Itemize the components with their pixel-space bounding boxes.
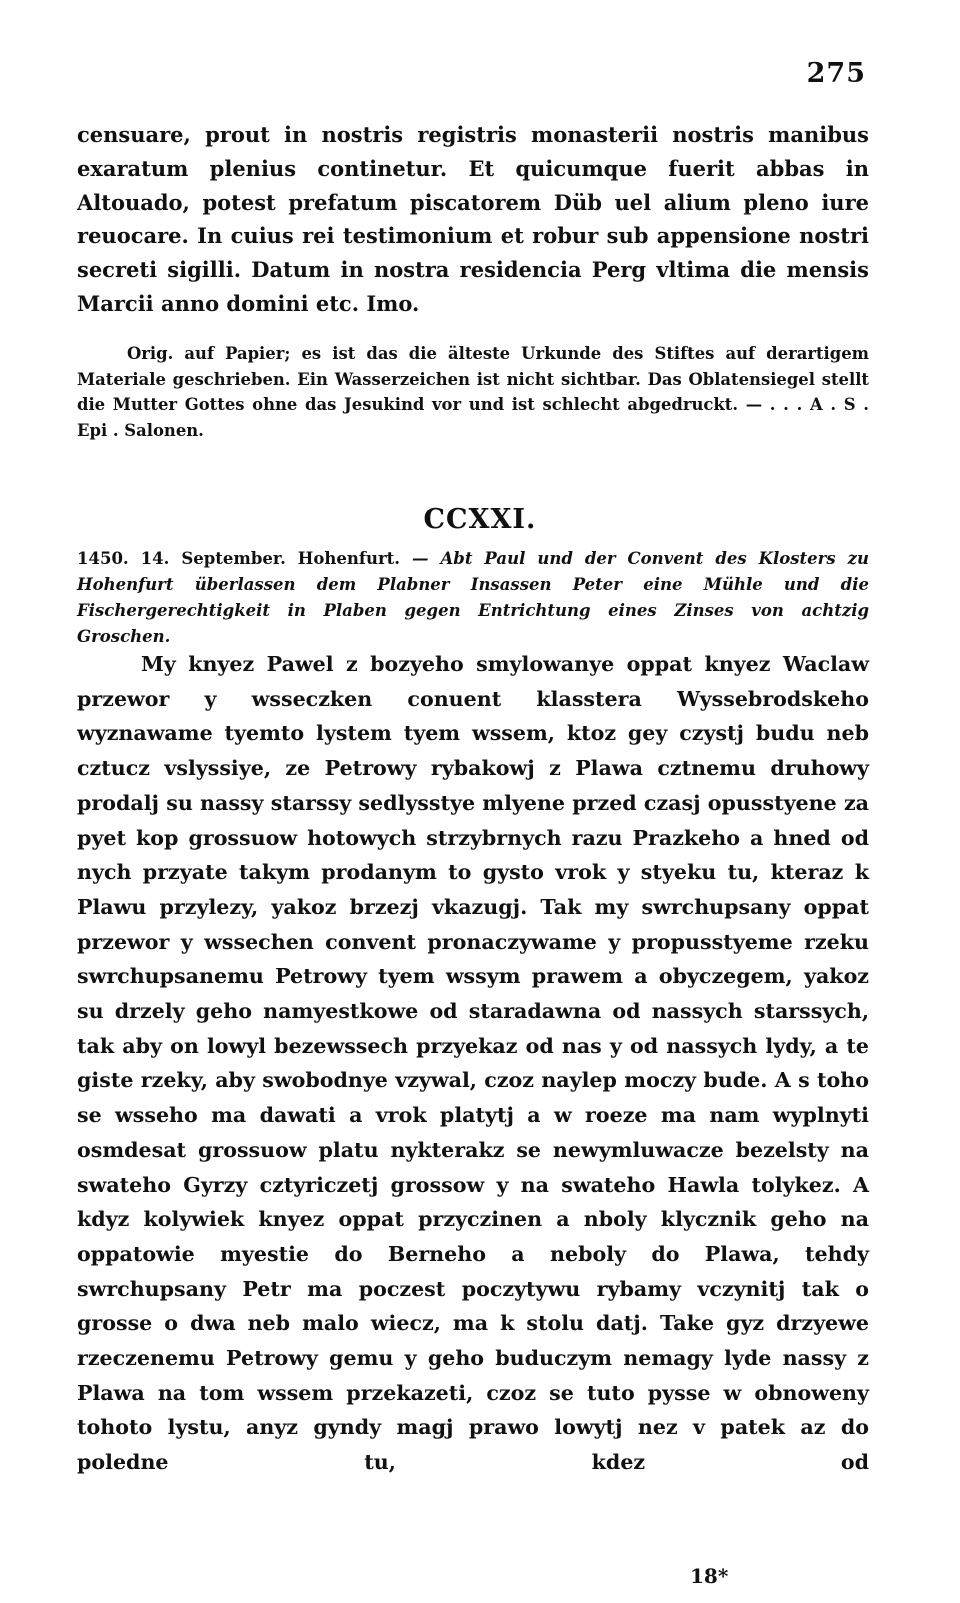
opening-paragraph <box>77 118 869 321</box>
archival-note <box>77 341 869 443</box>
document-heading: CCXXI. <box>423 504 537 535</box>
archival-note-text: Orig. auf Papier; es ist das die älteste Urkunde des Stiftes auf derartigem Materiale geschrieben. Ein Wasserzeichen ist nicht sichtbar. Das Oblatensiegel stellt die Mutter Gottes ohne das Jesukind vor und ist schlecht abgedruckt. — . . . A . S . Epi . Salonen. <box>77 344 869 440</box>
opening-paragraph-text: censuare, prout in nostris registris monasterii nostris manibus exaratum plenius continetur. Et quicumque fuerit abbas in Altouado, potest prefatum piscatorem Düb uel alium pleno iure reuocare. In cuius rei testimonium et robur sub appensione nostri secreti sigilli. Datum in nostra residencia Perg vltima die mensis Marcii anno domini etc. Imo. <box>77 122 869 316</box>
regest <box>77 546 869 650</box>
signature-mark: 18* <box>690 1564 729 1588</box>
regest-date: 1450. 14. September. Hohenfurt. <box>77 549 401 568</box>
charter-text-body: My knyez Pawel z bozyeho smylowanye oppat knyez Waclaw przewor y wsseczken conuent klasstera Wyssebrodskeho wyznawame tyemto lystem tyem wssem, ktoz gey czystj budu neb cztucz vslyssiye, ze Petrowy rybakowj z Plawa cztnemu druhowy prodalj su nassy starssy sedlysstye mlyene przed czasj opusstyene za pyet kop grossuow hotowych strzybrnych razu Prazkeho a hned od nych przyate takym prodanym to gysto vrok y styeku tu, kteraz k Plawu przylezy, yakoz brzezj vkazugj. Tak my swrchupsany oppat przewor y wssechen convent pronaczywame y propusstyeme rzeku swrchupsanemu Petrowy tyem wssym prawem a obyczegem, yakoz su drzely geho namyestkowe od staradawna od nassych starssych, tak aby on lowyl bezewssech przyekaz od nas y od nassych lydy, a te giste rzeky, aby swobodnye vzywal, czoz naylep moczy bude. A s toho se wsseho ma dawati a vrok platytj a w roeze ma nam wyplnyti osmdesat grossuow platu nykterakz se newymluwacze bezelsty na swateho Gyrzy cztyriczetj grossow y na swateho Hawla tolykez. A kdyz kolywiek knyez oppat przyczinen a nboly klycznik geho na oppatowie myestie do Berneho a neboly do Plawa, tehdy swrchupsany Petr ma poczest poczytywu rybamy vczynitj tak o grosse o dwa neb malo wiecz, ma k stolu datj. Take gyz drzyewe rzeczenemu Petrowy gemu y geho buduczym nemagy lyde nassy z Plawa na tom wssem przekazeti, czoz se tuto pysse w obnoweny tohoto lystu, anyz gyndy magj prawo lowytj nez v patek az do poledne tu, kdez od <box>77 652 869 1475</box>
regest-paragraph <box>77 546 869 650</box>
page-number: 275 <box>806 58 866 89</box>
regest-summary: — Abt Paul und der Convent des Klosters zu Hohenfurt überlassen dem Plabner Insassen Peter eine Mühle und die Fischergerechtigkeit in Plaben gegen Entrichtung eines Zinses von achtzig Groschen. <box>77 549 869 646</box>
charter-text <box>77 647 869 1480</box>
